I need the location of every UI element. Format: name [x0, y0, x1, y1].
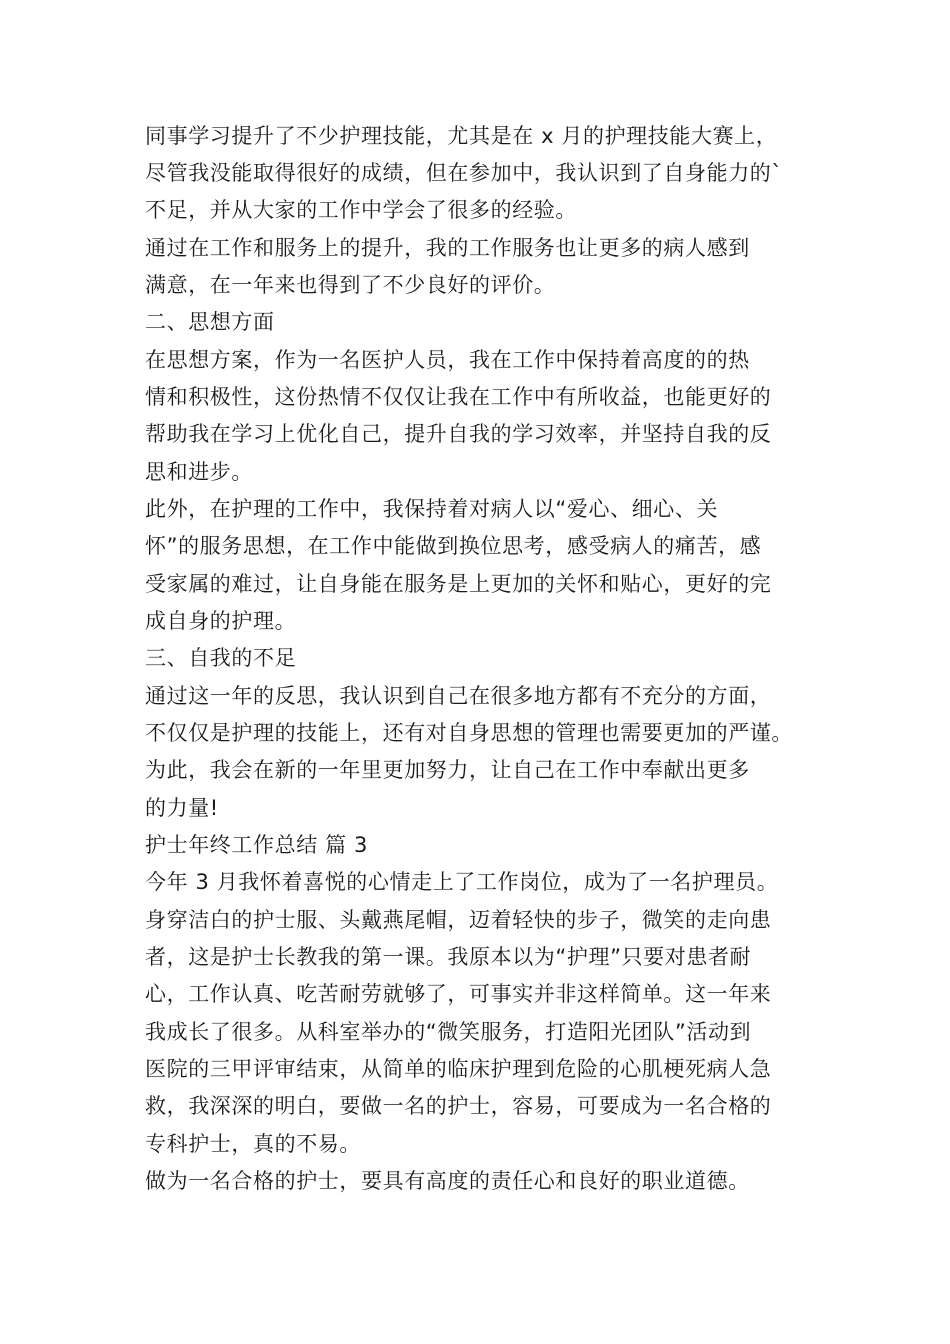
text-line: 同事学习提升了不少护理技能，尤其是在 x 月的护理技能大赛上， — [145, 124, 778, 148]
text-line: 怀”的服务思想，在工作中能做到换位思考，感受病人的痛苦，感 — [145, 534, 762, 558]
text-line: 此外，在护理的工作中，我保持着对病人以“爱心、细心、关 — [145, 497, 719, 521]
text-line: 不仅仅是护理的技能上，还有对自身思想的管理也需要更加的严谨。 — [145, 721, 793, 745]
text-line: 通过这一年的反思，我认识到自己在很多地方都有不充分的方面， — [145, 684, 772, 708]
text-line: 医院的三甲评审结束，从简单的临床护理到危险的心肌梗死病人急 — [145, 1057, 772, 1081]
text-line: 救，我深深的明白，要做一名的护士，容易，可要成为一名合格的 — [145, 1094, 772, 1118]
text-line: 情和积极性，这份热情不仅仅让我在工作中有所收益，也能更好的 — [145, 385, 772, 409]
text-line: 专科护士，真的不易。 — [145, 1132, 361, 1156]
text-line: 满意，在一年来也得到了不少良好的评价。 — [145, 273, 556, 297]
text-line: 不足，并从大家的工作中学会了很多的经验。 — [145, 198, 577, 222]
text-line: 通过在工作和服务上的提升，我的工作服务也让更多的病人感到 — [145, 236, 750, 260]
text-line: 者，这是护士长教我的第一课。我原本以为“护理”只要对患者耐 — [145, 945, 752, 969]
text-line: 的力量! — [145, 796, 219, 820]
text-line: 为此，我会在新的一年里更加努力，让自己在工作中奉献出更多 — [145, 758, 750, 782]
text-line: 成自身的护理。 — [145, 609, 297, 633]
text-line: 思和进步。 — [145, 460, 253, 484]
section-heading: 护士年终工作总结 篇 3 — [145, 833, 368, 857]
text-line: 心，工作认真、吃苦耐劳就够了，可事实并非这样简单。这一年来 — [145, 982, 772, 1006]
text-line: 帮助我在学习上优化自己，提升自我的学习效率，并坚持自我的反 — [145, 422, 772, 446]
text-line: 今年 3 月我怀着喜悦的心情走上了工作岗位，成为了一名护理员。 — [145, 870, 779, 894]
text-line: 做为一名合格的护士，要具有高度的责任心和良好的职业道德。 — [145, 1169, 750, 1193]
text-line: 尽管我没能取得很好的成绩，但在参加中，我认识到了自身能力的` — [145, 161, 783, 185]
text-line: 在思想方案，作为一名医护人员，我在工作中保持着高度的的热 — [145, 348, 750, 372]
text-line: 我成长了很多。从科室举办的“微笑服务，打造阳光团队”活动到 — [145, 1020, 752, 1044]
section-heading: 三、自我的不足 — [145, 646, 297, 670]
section-heading: 二、思想方面 — [145, 310, 275, 334]
text-line: 受家属的难过，让自身能在服务是上更加的关怀和贴心，更好的完 — [145, 572, 772, 596]
text-line: 身穿洁白的护士服、头戴燕尾帽，迈着轻快的步子，微笑的走向患 — [145, 908, 772, 932]
